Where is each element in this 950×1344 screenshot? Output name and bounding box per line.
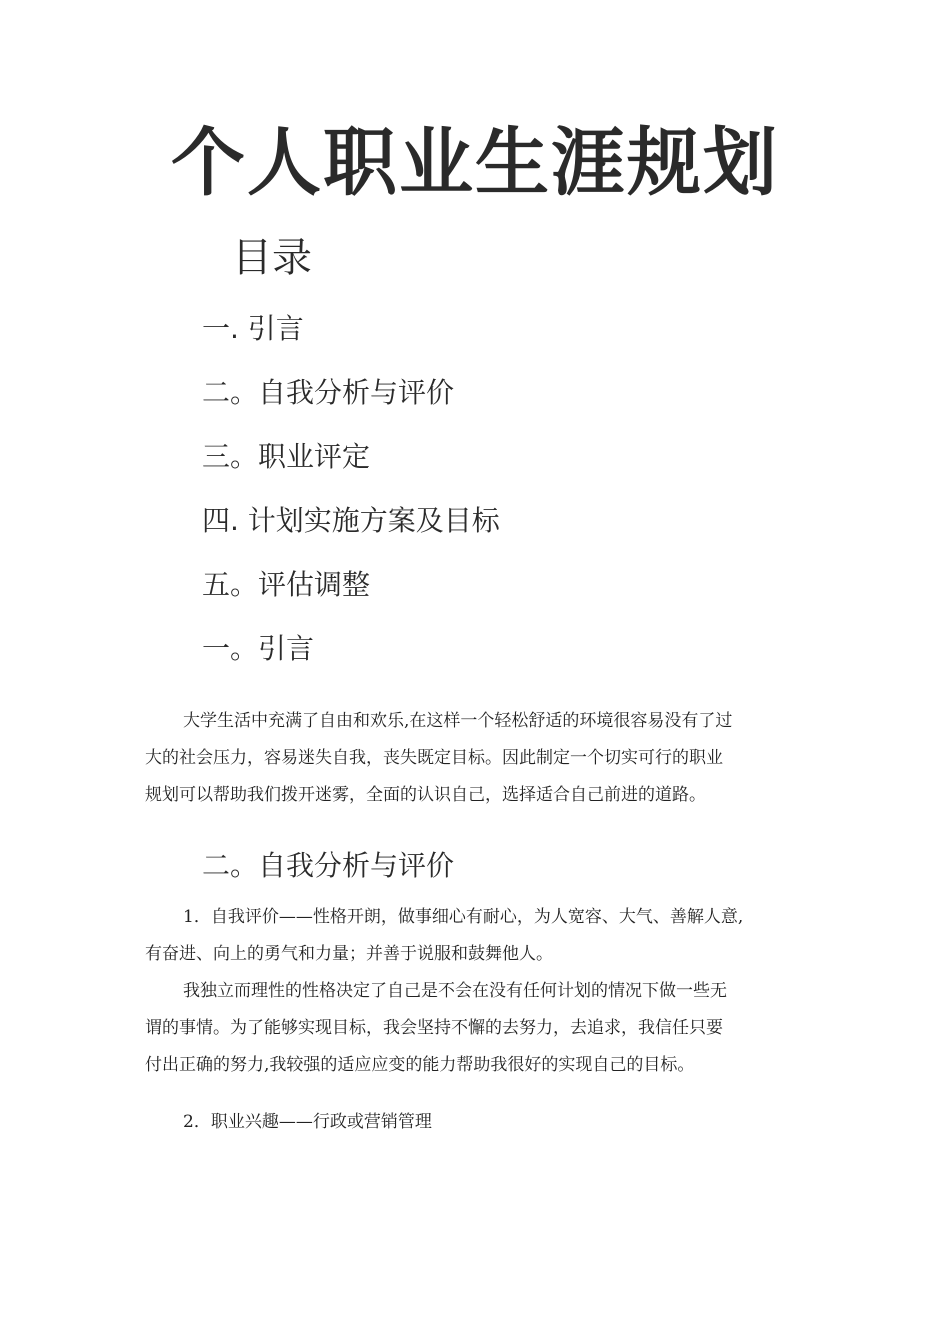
toc-item-1[interactable]: 一. 引言 [202,312,304,345]
self-eval-line-2: 有奋进、向上的勇气和力量；并善于说服和鼓舞他人。 [145,944,553,964]
career-interest-item: 2．职业兴趣——行政或营销管理 [183,1112,432,1132]
intro-line-2: 大的社会压力，容易迷失自我，丧失既定目标。因此制定一个切实可行的职业 [145,748,723,768]
toc-item-5[interactable]: 五。评估调整 [202,568,371,601]
toc-item-2[interactable]: 二。自我分析与评价 [202,376,455,409]
personality-line-3: 付出正确的努力,我较强的适应应变的能力帮助我很好的实现自己的目标。 [145,1055,695,1075]
self-eval-line-1: 1．自我评价——性格开朗，做事细心有耐心，为人宽容、大气、善解人意, [183,907,744,927]
intro-line-1: 大学生活中充满了自由和欢乐,在这样一个轻松舒适的环境很容易没有了过 [183,711,733,731]
document-title: 个人职业生涯规划 [171,120,779,206]
intro-paragraph [145,703,805,814]
toc-item-3[interactable]: 三。职业评定 [202,440,371,473]
section-heading-intro: 一。引言 [202,632,315,665]
toc-heading: 目录 [232,235,312,281]
toc-item-4[interactable]: 四. 计划实施方案及目标 [202,504,500,537]
personality-paragraph [145,973,805,1084]
personality-line-1: 我独立而理性的性格决定了自己是不会在没有任何计划的情况下做一些无 [183,981,727,1001]
section-heading-self-analysis: 二。自我分析与评价 [202,849,455,882]
personality-line-2: 谓的事情。为了能够实现目标，我会坚持不懈的去努力，去追求，我信任只要 [145,1018,723,1038]
intro-line-3: 规划可以帮助我们拨开迷雾，全面的认识自己，选择适合自己前进的道路。 [145,785,706,805]
self-evaluation-paragraph [145,899,805,973]
